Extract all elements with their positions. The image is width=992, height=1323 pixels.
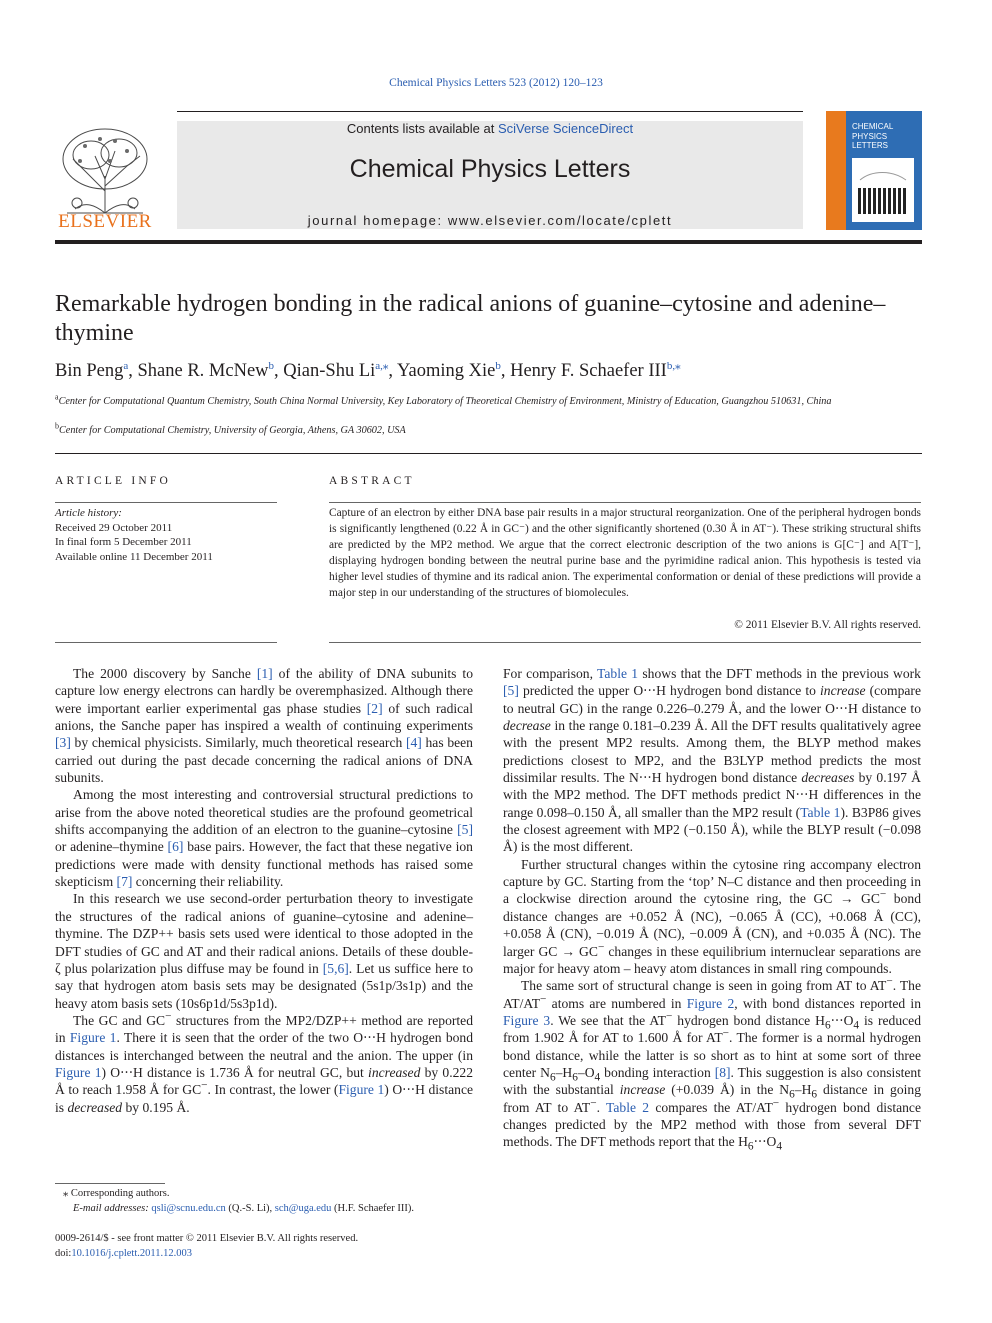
author-list: Bin Peng$^a$, Shane R. McNew$^b$, Qian-Shu $Li^{a,⁎}$, Yaoming Xie$^b$, Henry F. Schaefer $III^{b,⁎}$	[55, 359, 681, 381]
abstract-text: Capture of an electron by either DNA base pair results in a major structural reorganization. One of the peripheral hydrogen bonds is significantly lengthened (0.22 Å in GC⁻) and the other significantly shortened (0.30 Å in AT⁻). These striking structural shifts are predicted by the MP2 method. We argue that the correct electronic description of the two anions is G[C⁻] and A[T⁻], displaying hydrogen bonding between the neutral purine base and the pyrimidine radical anion. This hypothesis is tested via higher level studies of thymine and its radical anion. The experimental conformation or denial of these predictions will provide a major step in our understanding of the structures of biomolecules.	[329, 507, 921, 599]
abstract-rule	[329, 502, 921, 503]
article-title: Remarkable hydrogen bonding in the radical anions of guanine–cytosine and adenine–thymine	[55, 291, 886, 346]
doi-line: doi:10.1016/j.cplett.2011.12.003	[55, 1248, 192, 1259]
affiliation-rule	[55, 453, 922, 454]
citation-link[interactable]: [4]	[405, 735, 422, 751]
table-link[interactable]: Table 1	[800, 804, 841, 820]
header-rule	[177, 111, 803, 112]
table-link[interactable]: Table 1	[597, 666, 639, 681]
homepage-url[interactable]: www.elsevier.com/locate/cplett	[447, 213, 673, 228]
affiliation-a: $^a$Center for Computational Quantum Chemistry, South China Normal University, Key Laboratory of Theoretical Chemistry of Environment, Ministry of Education, Guangzhou 510631, China	[55, 392, 832, 407]
abstract-heading: ABSTRACT	[329, 475, 415, 487]
email-link[interactable]: qsli@scnu.edu.cn	[151, 1203, 226, 1214]
author: Shane R. McNew	[137, 361, 269, 381]
body-paragraph: For comparison, Table 1 shows that the DFT methods in the previous work [5] predicted the upper O‧‧‧H hydrogen bond distance to increase (compare to neutral GC) in the range 0.226–0.279 Å, and the lower O‧‧‧H distance to decrease in the range 0.181–0.239 Å. All the DFT results qualitatively agree with the present MP2 results. Among them, the BLYP method makes predictions closest to MP2, and the B3LYP method predicts the most dissimilar results. The N‧‧‧H hydrogen bond distance decreases by 0.197 Å with the MP2 method. The DFT methods predict N‧‧‧H differences in the range 0.098–0.150 Å, all smaller than the MP2 result (Table 1). B3P86 gives the closest agreement with MP2 (−0.150 Å), while the BLYP result (−0.098 Å) is the most different.	[503, 666, 921, 855]
abstract-copyright: © 2011 Elsevier B.V. All rights reserved.	[734, 619, 921, 631]
author: Bin Peng	[55, 361, 124, 381]
cover-graphic	[852, 158, 914, 222]
elsevier-wordmark: ELSEVIER	[58, 211, 152, 232]
citation-link[interactable]: [3]	[55, 735, 71, 751]
contents-line	[177, 121, 803, 136]
header-thick-rule	[55, 240, 922, 244]
author-affiliation-mark[interactable]: b	[268, 359, 275, 372]
author: Qian-Shu Li	[283, 361, 376, 381]
body-paragraph: Further structural changes within the cytosine ring accompany electron capture by GC. Starting from the ‘top’ N–C distance and then proceeding in a clockwise direction around the cytosine ring, the GC → GC− bond distance changes are +0.052 Å (NC), −0.065 Å (CC), +0.068 Å (CC), +0.058 Å (CN), −0.019 Å (NC), −0.009 Å (CN), and +0.035 Å (NC). The larger GC → GC− changes in these equilibrium internuclear separations are major for heavy atom – heavy atom distances in small ring compounds.	[503, 856, 921, 976]
online-date: Available online 11 December 2011	[55, 550, 213, 563]
cover-stripe	[826, 111, 846, 230]
author-affiliation-mark[interactable]: a,⁎	[375, 359, 389, 372]
article-history	[55, 506, 277, 564]
article-info-heading: ARTICLE INFO	[55, 475, 171, 487]
citation-link[interactable]: [8]	[714, 1064, 731, 1080]
corresponding-footnote: ⁎ Corresponding authors.	[63, 1188, 170, 1199]
email-label: E-mail addresses:	[73, 1203, 149, 1214]
citation-link[interactable]: [6]	[167, 839, 184, 855]
journal-cover-thumbnail[interactable]	[826, 111, 922, 230]
author: Yaoming Xie	[396, 361, 496, 381]
email-footnote: E-mail addresses: qsli@scnu.edu.cn (Q.-S. Li), sch@uga.edu (H.F. Schaefer III).	[73, 1203, 414, 1214]
citation-link[interactable]: [7]	[116, 874, 133, 890]
article-info-rule	[55, 502, 277, 503]
footnote-rule	[55, 1183, 165, 1184]
history-label: Article history:	[55, 507, 122, 519]
contents-prefix: Contents lists available at	[346, 121, 495, 136]
issn-line: 0009-2614/$ - see front matter © 2011 Elsevier B.V. All rights reserved.	[55, 1233, 359, 1244]
cover-bars-graphic	[852, 158, 914, 222]
author-affiliation-mark[interactable]: a	[123, 359, 129, 372]
citation-link[interactable]: [5,6]	[322, 960, 349, 976]
body-paragraph: In this research we use second-order perturbation theory to investigate the structures of the radical anions of guanine–cytosine and adenine–thymine. The DZP++ basis sets used were identical to those adopted in the DFT studies of GC and AT and their radical anions. Details of these double-ζ plus polarization plus diffuse may be found in [5,6]. Let us suffice here to say that hydrogen atom basis sets may be designated (5s1p/3s1p) and the heavy atom basis sets (10s6p1d/5s3p1d).	[55, 891, 474, 1011]
author: Henry F. Schaefer III	[510, 361, 667, 381]
author-affiliation-mark[interactable]: b,⁎	[666, 359, 681, 372]
received-date: Received 29 October 2011	[55, 521, 173, 534]
body-paragraph: Among the most interesting and controversial structural predictions to arise from the above noted theoretical studies are the profound geometrical shifts accompanying the addition of an electron to the guanine–cytosine [5] or adenine–thymine [6] base pairs. However, the fact that these negative ion predictions were made with density functional methods has raised some skepticism [7] concerning their reliability.	[55, 787, 473, 890]
figure-link[interactable]: Figure 2	[686, 995, 735, 1011]
journal-reference[interactable]: Chemical Physics Letters 523 (2012) 120–123	[389, 77, 603, 89]
final-form-date: In final form 5 December 2011	[55, 536, 192, 548]
body-column-left	[55, 665, 473, 1116]
body-column-right	[503, 665, 921, 1151]
journal-title: Chemical Physics Letters	[349, 155, 631, 183]
email-link[interactable]: sch@uga.edu	[274, 1203, 332, 1214]
figure-link[interactable]: Figure 1	[55, 1064, 102, 1080]
abstract-bottom-rule	[329, 642, 921, 643]
figure-link[interactable]: Figure 3	[503, 1012, 551, 1028]
body-paragraph: The same sort of structural change is seen in going from AT to AT−. The AT/AT− atoms are numbered in Figure 2, with bond distances reported in Figure 3. We see that the AT− hydrogen bond distance $H_6‧‧‧O_4$ is reduced from 1.902 Å for AT to 1.600 Å for AT−. The former is a normal hydrogen bond distance, while the latter is so short as to hint at some sort of three center $N_6-H_6-O_4$ bonding interaction [8]. This suggestion is also consistent with the substantial increase (+0.039 Å) in the $N_6-H_6$ distance in going from AT to AT−. Table 2 compares the AT/AT− hydrogen bond distance changes predicted by the MP2 method with those from several DFT methods. The DFT methods report that the $H_6‧‧‧O_4$	[503, 975, 922, 1153]
citation-link[interactable]: [2]	[366, 700, 383, 716]
article-info-bottom-rule	[55, 642, 277, 643]
journal-homepage	[177, 213, 803, 228]
author-affiliation-mark[interactable]: b	[495, 359, 501, 372]
affiliation-b: $^b$Center for Computational Chemistry, University of Georgia, Athens, GA 30602, USA	[55, 421, 406, 436]
sciencedirect-link[interactable]: SciVerse ScienceDirect	[497, 121, 634, 136]
citation-link[interactable]: [5]	[457, 822, 473, 838]
citation-link[interactable]: [5]	[503, 683, 519, 699]
figure-link[interactable]: Figure 1	[338, 1082, 385, 1098]
table-link[interactable]: Table 2	[606, 1099, 650, 1115]
citation-link[interactable]: [1]	[256, 666, 273, 681]
doi-link[interactable]: 10.1016/j.cplett.2011.12.003	[71, 1248, 192, 1259]
figure-link[interactable]: Figure 1	[69, 1030, 117, 1046]
homepage-prefix: journal homepage:	[307, 213, 443, 228]
cover-title: CHEMICAL PHYSICS LETTERS	[852, 122, 894, 150]
body-paragraph: The 2000 discovery by Sanche [1] of the ability of DNA subunits to capture low energy electrons can hardly be overemphasized. Although there were important earlier experimental gas phase studies [2] of such radical anions, the Sanche paper has inspired a wealth of continuing experiments [3] by chemical physicists. Similarly, much theoretical research [4] has been carried out during the past decade concerning the radical anions of DNA subunits.	[55, 666, 473, 786]
body-paragraph: The GC and GC− structures from the MP2/DZP++ method are reported in Figure 1. There it is seen that the order of the two O‧‧‧H hydrogen bond distances is interchanged between the neutral and the anion. The upper (in Figure 1) O‧‧‧H distance is 1.736 Å for neutral GC, but increased by 0.222 Å to reach 1.958 Å for GC−. In contrast, the lower (Figure 1) O‧‧‧H distance is decreased by 0.195 Å.	[55, 1010, 474, 1115]
